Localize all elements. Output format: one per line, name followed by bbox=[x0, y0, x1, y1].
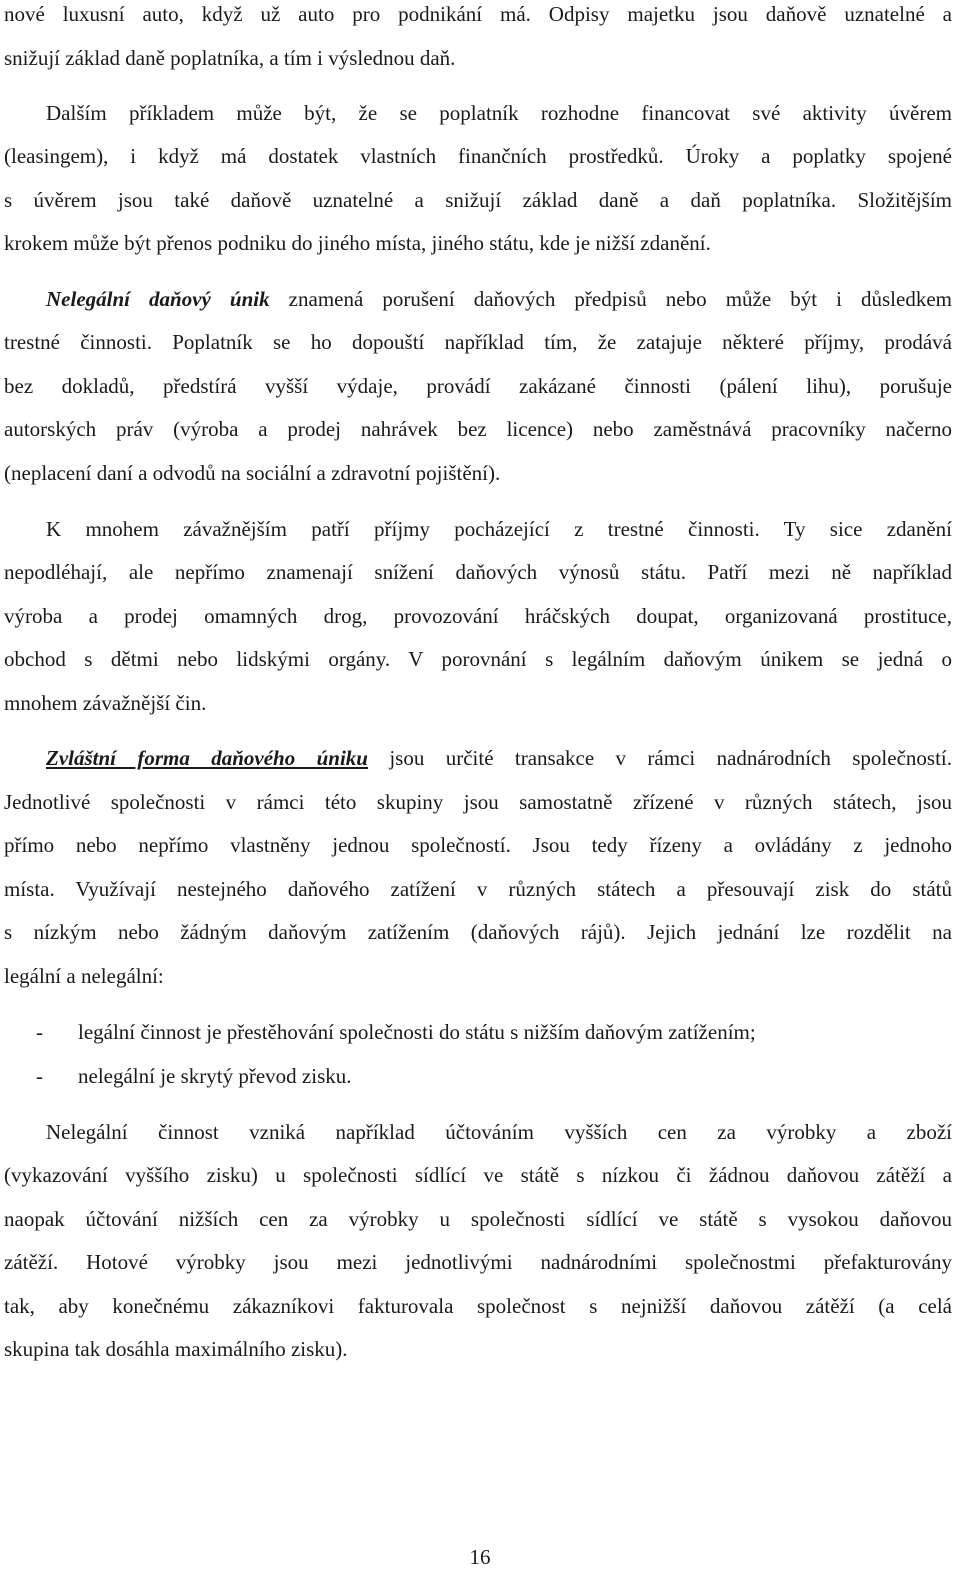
page-number: 16 bbox=[469, 1545, 491, 1569]
text-line: zátěží. Hotové výrobky jsou mezi jednotlivými nadnárodními společnostmi přefakturovány bbox=[4, 1250, 952, 1274]
text-line: mnohem závažnější čin. bbox=[4, 691, 207, 715]
text-line: legální a nelegální: bbox=[4, 964, 164, 988]
text-line: přímo nebo nepřímo vlastněny jednou společností. Jsou tedy řízeny a ovládány z jednoho bbox=[4, 833, 952, 857]
text-line: Nelegální činnost vzniká například účtováním vyšších cen za výrobky a zboží bbox=[46, 1120, 952, 1144]
text-line: naopak účtování nižších cen za výrobky u společnosti sídlící ve státě s vysokou daňovou bbox=[4, 1207, 952, 1231]
text-line: Dalším příkladem může být, že se poplatník rozhodne financovat své aktivity úvěrem bbox=[46, 101, 952, 125]
text-line: nové luxusní auto, když už auto pro podnikání má. Odpisy majetku jsou daňově uznatelné a bbox=[4, 2, 952, 26]
text-line: trestné činnosti. Poplatník se ho dopouští například tím, že zatajuje některé příjmy, prodává bbox=[4, 330, 952, 354]
text-line: s nízkým nebo žádným daňovým zatížením (daňových rájů). Jejich jednání lze rozdělit na bbox=[4, 920, 952, 944]
list-dash: - bbox=[36, 1064, 43, 1088]
list-item-text: legální činnost je přestěhování společnosti do státu s nižším daňovým zatížením; bbox=[78, 1020, 756, 1044]
text-line: (leasingem), i když má dostatek vlastních finančních prostředků. Úroky a poplatky spojené bbox=[4, 144, 952, 168]
text-line: nepodléhají, ale nepřímo znamenají snížení daňových výnosů státu. Patří mezi ně například bbox=[4, 560, 952, 584]
list-dash: - bbox=[36, 1020, 43, 1044]
term-emphasis: Zvláštní forma daňového úniku bbox=[46, 746, 368, 770]
text-line: Jednotlivé společnosti v rámci této skupiny jsou samostatně zřízené v různých státech, jsou bbox=[4, 790, 952, 814]
text-run: jsou určité transakce v rámci nadnárodních společností. bbox=[367, 746, 952, 770]
text-line: obchod s dětmi nebo lidskými orgány. V porovnání s legálním daňovým únikem se jedná o bbox=[4, 647, 952, 671]
text-line: krokem může být přenos podniku do jiného místa, jiného státu, kde je nižší zdanění. bbox=[4, 231, 711, 255]
term-emphasis: Nelegální daňový únik bbox=[46, 287, 270, 311]
text-line: autorských práv (výroba a prodej nahrávek bez licence) nebo zaměstnává pracovníky načerno bbox=[4, 417, 952, 441]
text-line: místa. Využívají nestejného daňového zatížení v různých státech a přesouvají zisk do států bbox=[4, 877, 952, 901]
text-line: (vykazování vyššího zisku) u společnosti sídlící ve státě s nízkou či žádnou daňovou zátěží a bbox=[4, 1163, 952, 1187]
list-item-text: nelegální je skrytý převod zisku. bbox=[78, 1064, 352, 1088]
text-line: K mnohem závažnějším patří příjmy pocházející z trestné činnosti. Ty sice zdanění bbox=[46, 517, 952, 541]
list-item bbox=[4, 1018, 952, 1046]
text-line: snižují základ daně poplatníka, a tím i výslednou daň. bbox=[4, 46, 456, 70]
text-line: s úvěrem jsou také daňově uznatelné a snižují základ daně a daň poplatníka. Složitějším bbox=[4, 188, 952, 212]
text-run: znamená porušení daňových předpisů nebo může být i důsledkem bbox=[269, 287, 952, 311]
text-line: výroba a prodej omamných drog, provozování hráčských doupat, organizovaná prostituce, bbox=[4, 604, 952, 628]
text-line: tak, aby konečnému zákazníkovi fakturovala společnost s nejnižší daňovou zátěží (a celá bbox=[4, 1294, 952, 1318]
text-line bbox=[4, 744, 952, 772]
text-line: skupina tak dosáhla maximálního zisku). bbox=[4, 1337, 348, 1361]
text-line bbox=[4, 285, 952, 313]
text-line: (neplacení daní a odvodů na sociální a zdravotní pojištění). bbox=[4, 461, 501, 485]
list-item bbox=[4, 1062, 952, 1090]
text-line: bez dokladů, předstírá vyšší výdaje, provádí zakázané činnosti (pálení lihu), porušuje bbox=[4, 374, 952, 398]
